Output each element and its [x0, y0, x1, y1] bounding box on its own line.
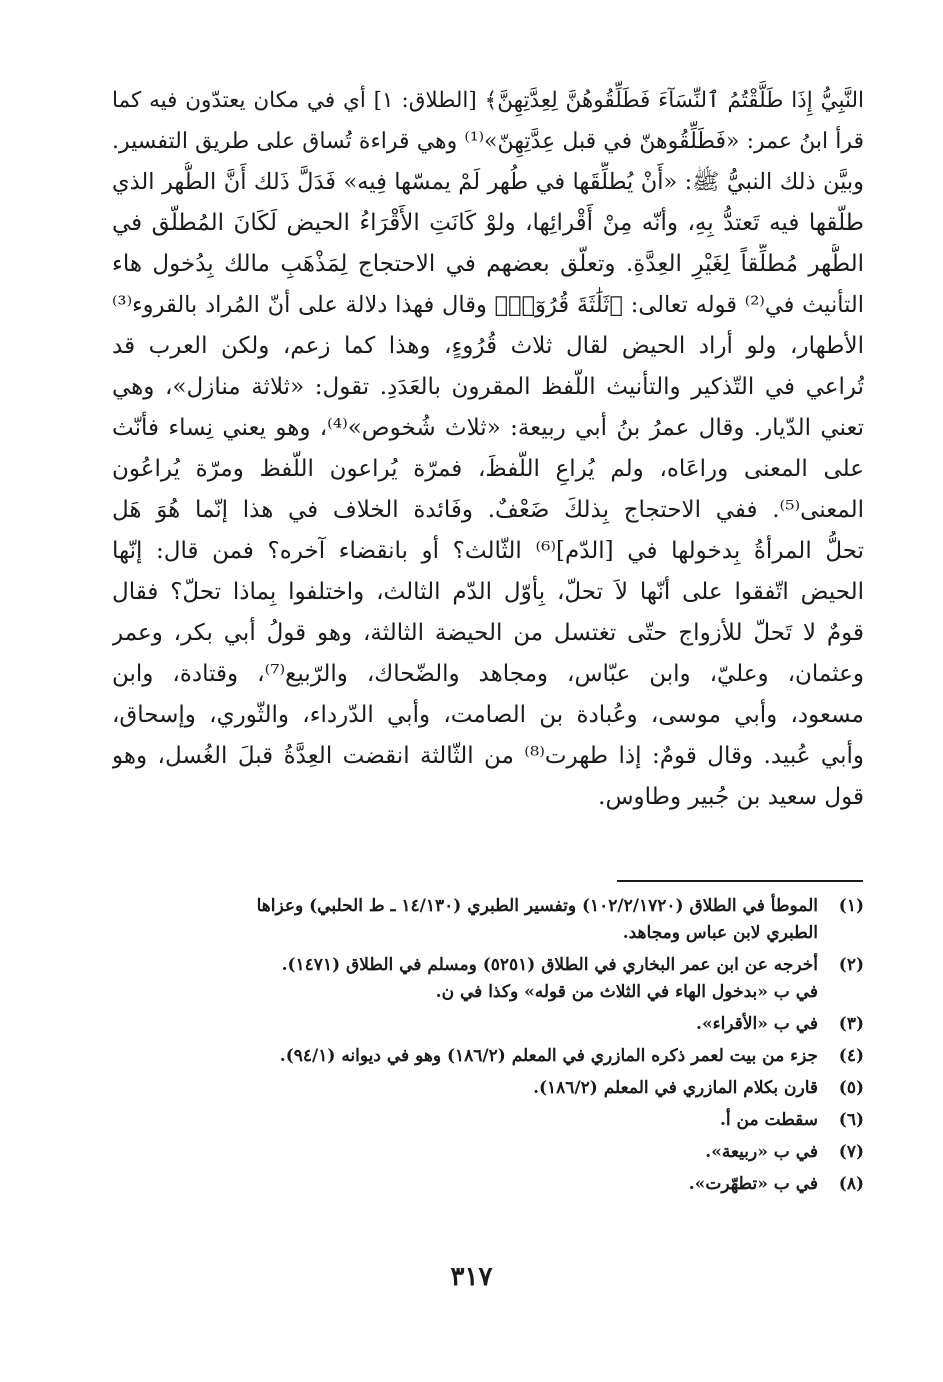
footnote-number: (٨): [838, 1174, 864, 1194]
footnote-text: [112, 1139, 818, 1166]
footnote-line: جزء من بيت لعمر ذكره المازري في المعلم (١٨٦/٢) وهو في ديوانه (٩٤/١).: [279, 1046, 818, 1066]
footnote-line: أخرجه عن ابن عمر البخاري في الطلاق (٥٢٥١) ومسلم في الطلاق (١٤٧١).: [281, 955, 818, 975]
main-text-line: تعني الدّيار. وقال عمرُ بنُ أبي ربيعة: «ثلاث شُخوص»⁽⁴⁾، وهو يعني نِساء فأنّث: [112, 415, 864, 441]
main-text-line: وبيَّن ذلك النبيُّ ﷺ: «أَنْ يُطلِّقَها في طُهر لَمْ يمسّها فِيه» فَدَلَّ ذَلك أَنَّ الطُّهر الذي: [112, 169, 864, 195]
main-text-line: قول سعيد بن جُبير وطاوس.: [598, 784, 864, 810]
footnote-number: (٤): [838, 1046, 864, 1066]
footnote-number: (٣): [838, 1014, 864, 1034]
footnote-6: [112, 1107, 864, 1134]
main-text-line: طلّقها فيه تَعتدُّ بِهِ، وأنّه مِنْ أَقْرائِها، ولوْ كَانَتِ الأَقْرَاءُ الحيض لَكَانَ المُطلّق في: [112, 210, 864, 236]
main-text-line: مسعود، وأبي موسى، وعُبادة بن الصامت، وأبي الدّرداء، والثّوري، وإسحاق،: [112, 702, 864, 728]
main-text-line: الطُّهر مُطلِّقاً لِغَيْرِ العِدَّةِ. وتعلّق بعضهم في الاحتجاج لِمَذْهَبِ مالك بِدُخول هاء: [112, 251, 864, 277]
main-text-line: قرأ ابنُ عمر: «فَطَلِّقُوهنّ في قبل عِدَّتِهِنّ»⁽¹⁾ وهي قراءة تُساق على طريق التفسير.: [112, 129, 864, 154]
footnote-number: (٧): [838, 1142, 864, 1162]
main-text-body: [112, 80, 864, 818]
footnote-line: سقطت من أ.: [719, 1110, 818, 1130]
footnote-line: قارن بكلام المازري في المعلم (١٨٦/٢).: [533, 1078, 818, 1098]
footnote-line: في ب «بدخول الهاء في الثلاث من قوله» وكذا في ن.: [435, 982, 818, 1002]
footnote-line: الموطأ في الطلاق (١٠٢/٢/١٧٢٠) وتفسير الطبري (١٤/١٣٠ ـ ط الحلبي) وعزاها: [256, 896, 818, 916]
footnote-text: [112, 1107, 818, 1134]
main-text-line: وعثمان، وعليّ، وابن عبّاس، ومجاهد والضّحاك، والرّبيع⁽⁷⁾، وقتادة، وابن: [112, 661, 864, 687]
footnote-number: (٥): [838, 1078, 864, 1098]
footnote-text: [112, 1043, 818, 1070]
footnote-text: [112, 893, 818, 947]
footnotes-section: [112, 893, 864, 1203]
footnote-text: [112, 1171, 818, 1198]
footnote-4: [112, 1043, 864, 1070]
main-text-line: التأنيث في⁽²⁾ قوله تعالى: ﴿ثَلَٰثَةَ قُرُوٓءٖ﴾ وقال فهذا دلالة على أنّ المُراد بالقروء⁽³⁾: [112, 292, 864, 318]
page-number: ٣١٧: [450, 1262, 493, 1292]
main-text-line: المعنى⁽⁵⁾. ففي الاحتجاج بِذلكَ ضَعْفٌ. وفَائدة الخلاف في هذا إنّما هُوَ هَل: [112, 497, 864, 523]
footnote-line: الطبري لابن عباس ومجاهد.: [622, 923, 818, 943]
footnote-5: [112, 1075, 864, 1102]
footnote-3: [112, 1011, 864, 1038]
footnote-line: في ب «ربيعة».: [705, 1142, 818, 1162]
main-text-line: وأبي عُبيد. وقال قومٌ: إذا طهرت⁽⁸⁾ من الثّالثة انقضت العِدَّةُ قبلَ الغُسل، وهو: [112, 743, 864, 769]
footnote-7: [112, 1139, 864, 1166]
footnote-line: في ب «تطهّرت».: [688, 1174, 818, 1194]
main-text-line: النَّبِيُّ إِذَا طَلَّقْتُمُ ٱلنِّسَآءَ فَطَلِّقُوهُنَّ لِعِدَّتِهِنَّ﴾ [الطلاق: ١] أي في مكان يعتدّون فيه كما: [112, 88, 864, 113]
footnote-2: [112, 952, 864, 1006]
footnote-number: (٦): [838, 1110, 864, 1130]
main-text-line: الحيض اتّفقوا على أنّها لاَ تحلّ، بِأوّل الدّم الثالث، واختلفوا بِماذا تحلّ؟ فقال: [112, 579, 864, 605]
main-text-line: الأطهار، ولو أراد الحيض لقال ثلاث قُرُوءٍ، وهذا كما زعم، ولكن العرب قد: [112, 333, 864, 359]
main-text-line: تحلُّ المرأةُ بِدخولها في [الدّم]⁽⁶⁾ الثّالث؟ أو بانقضاء آخره؟ فمن قال: إنّها: [112, 538, 864, 564]
footnote-number: (٢): [838, 955, 864, 975]
main-text-line: قومٌ لا تَحلّ للأزواج حتّى تغتسل من الحيضة الثالثة، وهو قولُ أبي بكر، وعمر: [112, 620, 864, 646]
footnote-8: [112, 1171, 864, 1198]
footnote-text: [112, 952, 818, 1006]
footnote-1: [112, 893, 864, 947]
footnote-separator: [617, 880, 863, 882]
footnote-text: [112, 1011, 818, 1038]
main-text-line: على المعنى وراعَاه، ولم يُراعِ اللّفظَ، فمرّة يُراعون اللّفظ ومرّة يُراعُون: [112, 456, 864, 482]
footnote-number: (١): [838, 896, 864, 916]
main-text-line: تُراعي في التّذكير والتأنيث اللّفظ المقرون بالعَدَدِ. تقول: «ثلاثة منازل»، وهي: [112, 374, 864, 400]
footnote-text: [112, 1075, 818, 1102]
footnote-line: في ب «الأقراء».: [696, 1014, 818, 1034]
